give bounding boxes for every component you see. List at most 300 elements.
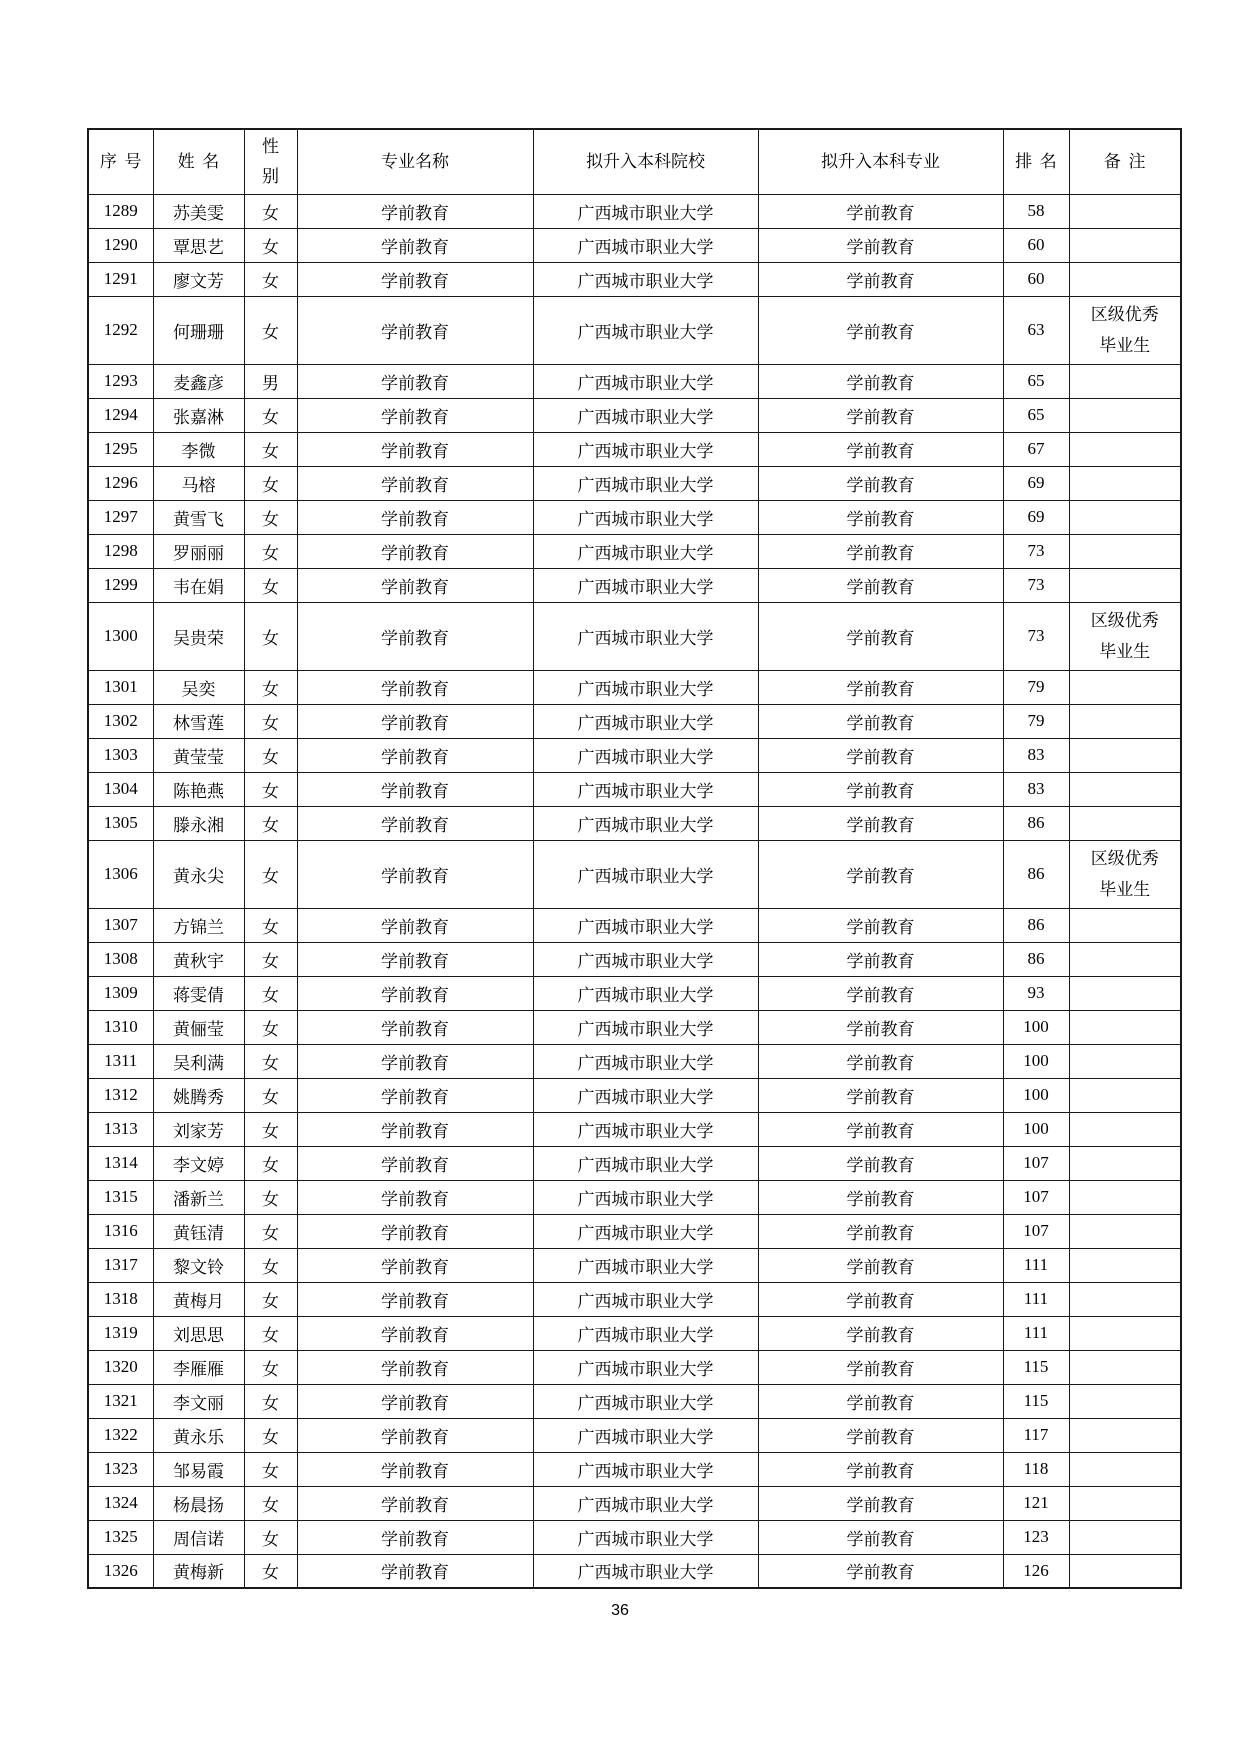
cell-gender: 女 [244,602,297,670]
col-header-gender: 性别 [244,129,297,194]
cell-remark [1069,1112,1181,1146]
cell-name: 李雁雁 [153,1350,244,1384]
cell-school: 广西城市职业大学 [533,840,758,908]
cell-major: 学前教育 [297,568,533,602]
cell-no: 1311 [88,1044,153,1078]
cell-name: 罗丽丽 [153,534,244,568]
cell-no: 1312 [88,1078,153,1112]
cell-major: 学前教育 [297,1248,533,1282]
cell-gender: 女 [244,1146,297,1180]
cell-name: 黄钰清 [153,1214,244,1248]
cell-gender: 女 [244,806,297,840]
cell-major: 学前教育 [297,1078,533,1112]
cell-no: 1304 [88,772,153,806]
cell-no: 1326 [88,1554,153,1588]
cell-school: 广西城市职业大学 [533,704,758,738]
cell-no: 1289 [88,194,153,228]
cell-target-major: 学前教育 [758,432,1003,466]
cell-major: 学前教育 [297,296,533,364]
cell-no: 1319 [88,1316,153,1350]
cell-target-major: 学前教育 [758,1282,1003,1316]
cell-target-major: 学前教育 [758,1554,1003,1588]
cell-remark [1069,1282,1181,1316]
cell-no: 1322 [88,1418,153,1452]
table-row [88,228,1181,262]
cell-rank: 86 [1003,840,1069,908]
table-row [88,1078,1181,1112]
cell-no: 1307 [88,908,153,942]
cell-school: 广西城市职业大学 [533,1044,758,1078]
cell-school: 广西城市职业大学 [533,1316,758,1350]
cell-target-major: 学前教育 [758,1384,1003,1418]
cell-gender: 女 [244,942,297,976]
table-header [88,129,1181,194]
cell-rank: 58 [1003,194,1069,228]
table-row [88,704,1181,738]
cell-name: 滕永湘 [153,806,244,840]
cell-gender: 女 [244,1044,297,1078]
cell-gender: 女 [244,670,297,704]
col-header-target-major: 拟升入本科专业 [758,129,1003,194]
cell-rank: 73 [1003,534,1069,568]
cell-no: 1301 [88,670,153,704]
cell-remark [1069,806,1181,840]
cell-remark [1069,1554,1181,1588]
cell-no: 1293 [88,364,153,398]
table-row [88,262,1181,296]
cell-school: 广西城市职业大学 [533,1214,758,1248]
cell-major: 学前教育 [297,262,533,296]
table-row [88,398,1181,432]
cell-no: 1317 [88,1248,153,1282]
table-row [88,194,1181,228]
cell-no: 1321 [88,1384,153,1418]
cell-major: 学前教育 [297,908,533,942]
cell-name: 潘新兰 [153,1180,244,1214]
cell-school: 广西城市职业大学 [533,1554,758,1588]
cell-school: 广西城市职业大学 [533,1486,758,1520]
cell-remark [1069,1078,1181,1112]
cell-gender: 女 [244,976,297,1010]
cell-no: 1325 [88,1520,153,1554]
cell-no: 1309 [88,976,153,1010]
cell-target-major: 学前教育 [758,534,1003,568]
cell-remark [1069,1044,1181,1078]
cell-gender: 女 [244,1078,297,1112]
cell-no: 1323 [88,1452,153,1486]
cell-rank: 86 [1003,908,1069,942]
cell-rank: 79 [1003,670,1069,704]
cell-no: 1320 [88,1350,153,1384]
table-row [88,602,1181,670]
cell-no: 1302 [88,704,153,738]
cell-name: 黎文铃 [153,1248,244,1282]
cell-school: 广西城市职业大学 [533,1112,758,1146]
cell-rank: 83 [1003,772,1069,806]
cell-school: 广西城市职业大学 [533,1452,758,1486]
cell-remark [1069,262,1181,296]
cell-remark [1069,534,1181,568]
cell-rank: 60 [1003,228,1069,262]
cell-school: 广西城市职业大学 [533,670,758,704]
cell-target-major: 学前教育 [758,1078,1003,1112]
cell-school: 广西城市职业大学 [533,194,758,228]
cell-rank: 111 [1003,1282,1069,1316]
cell-school: 广西城市职业大学 [533,262,758,296]
cell-gender: 女 [244,1554,297,1588]
table-row [88,432,1181,466]
cell-no: 1299 [88,568,153,602]
cell-name: 韦在娟 [153,568,244,602]
cell-rank: 100 [1003,1112,1069,1146]
cell-target-major: 学前教育 [758,1316,1003,1350]
cell-remark [1069,398,1181,432]
cell-remark [1069,432,1181,466]
cell-name: 黄永尖 [153,840,244,908]
cell-name: 何珊珊 [153,296,244,364]
cell-name: 苏美雯 [153,194,244,228]
cell-school: 广西城市职业大学 [533,908,758,942]
cell-major: 学前教育 [297,1214,533,1248]
cell-major: 学前教育 [297,670,533,704]
cell-gender: 女 [244,1520,297,1554]
cell-target-major: 学前教育 [758,1520,1003,1554]
cell-name: 黄永乐 [153,1418,244,1452]
cell-school: 广西城市职业大学 [533,364,758,398]
cell-remark [1069,1520,1181,1554]
cell-major: 学前教育 [297,1384,533,1418]
cell-remark [1069,976,1181,1010]
cell-remark [1069,772,1181,806]
cell-target-major: 学前教育 [758,500,1003,534]
cell-gender: 女 [244,500,297,534]
cell-target-major: 学前教育 [758,364,1003,398]
cell-gender: 男 [244,364,297,398]
cell-target-major: 学前教育 [758,1452,1003,1486]
cell-school: 广西城市职业大学 [533,1520,758,1554]
cell-school: 广西城市职业大学 [533,976,758,1010]
cell-remark [1069,908,1181,942]
cell-rank: 73 [1003,602,1069,670]
cell-gender: 女 [244,1350,297,1384]
cell-target-major: 学前教育 [758,398,1003,432]
cell-gender: 女 [244,398,297,432]
table-row [88,840,1181,908]
cell-rank: 115 [1003,1350,1069,1384]
table-row [88,500,1181,534]
cell-major: 学前教育 [297,602,533,670]
cell-remark [1069,1384,1181,1418]
cell-no: 1306 [88,840,153,908]
cell-school: 广西城市职业大学 [533,1418,758,1452]
cell-target-major: 学前教育 [758,1112,1003,1146]
cell-target-major: 学前教育 [758,262,1003,296]
cell-school: 广西城市职业大学 [533,534,758,568]
cell-school: 广西城市职业大学 [533,942,758,976]
cell-major: 学前教育 [297,1180,533,1214]
table-row [88,568,1181,602]
cell-target-major: 学前教育 [758,1010,1003,1044]
cell-name: 李文丽 [153,1384,244,1418]
cell-no: 1298 [88,534,153,568]
cell-name: 姚腾秀 [153,1078,244,1112]
cell-major: 学前教育 [297,1044,533,1078]
table-row [88,534,1181,568]
cell-gender: 女 [244,1248,297,1282]
table-row [88,1520,1181,1554]
cell-target-major: 学前教育 [758,1418,1003,1452]
cell-gender: 女 [244,704,297,738]
cell-no: 1313 [88,1112,153,1146]
cell-school: 广西城市职业大学 [533,466,758,500]
cell-target-major: 学前教育 [758,194,1003,228]
cell-gender: 女 [244,738,297,772]
table-row [88,364,1181,398]
cell-remark [1069,1350,1181,1384]
cell-remark [1069,942,1181,976]
cell-gender: 女 [244,1010,297,1044]
cell-rank: 67 [1003,432,1069,466]
cell-name: 杨晨扬 [153,1486,244,1520]
cell-target-major: 学前教育 [758,1350,1003,1384]
cell-name: 黄梅月 [153,1282,244,1316]
cell-rank: 107 [1003,1146,1069,1180]
table-row [88,1282,1181,1316]
cell-name: 刘思思 [153,1316,244,1350]
cell-major: 学前教育 [297,194,533,228]
cell-remark [1069,228,1181,262]
cell-major: 学前教育 [297,942,533,976]
cell-school: 广西城市职业大学 [533,432,758,466]
cell-school: 广西城市职业大学 [533,568,758,602]
cell-name: 刘家芳 [153,1112,244,1146]
cell-rank: 65 [1003,364,1069,398]
cell-name: 林雪莲 [153,704,244,738]
cell-gender: 女 [244,772,297,806]
cell-school: 广西城市职业大学 [533,228,758,262]
cell-school: 广西城市职业大学 [533,1010,758,1044]
table-row [88,1044,1181,1078]
cell-gender: 女 [244,908,297,942]
table-row [88,1316,1181,1350]
cell-gender: 女 [244,262,297,296]
cell-no: 1315 [88,1180,153,1214]
cell-major: 学前教育 [297,1418,533,1452]
cell-rank: 79 [1003,704,1069,738]
cell-rank: 69 [1003,466,1069,500]
cell-gender: 女 [244,1214,297,1248]
cell-target-major: 学前教育 [758,466,1003,500]
cell-rank: 69 [1003,500,1069,534]
cell-major: 学前教育 [297,1350,533,1384]
cell-school: 广西城市职业大学 [533,500,758,534]
cell-target-major: 学前教育 [758,1486,1003,1520]
cell-name: 李微 [153,432,244,466]
cell-target-major: 学前教育 [758,704,1003,738]
cell-name: 黄俪莹 [153,1010,244,1044]
cell-target-major: 学前教育 [758,772,1003,806]
cell-major: 学前教育 [297,840,533,908]
cell-name: 方锦兰 [153,908,244,942]
cell-major: 学前教育 [297,1452,533,1486]
table-row [88,670,1181,704]
table-row [88,738,1181,772]
cell-target-major: 学前教育 [758,1214,1003,1248]
cell-rank: 111 [1003,1248,1069,1282]
table-row [88,1350,1181,1384]
table-row [88,772,1181,806]
cell-target-major: 学前教育 [758,602,1003,670]
cell-remark [1069,466,1181,500]
cell-remark [1069,364,1181,398]
table-row [88,1180,1181,1214]
table-row [88,1146,1181,1180]
cell-name: 黄莹莹 [153,738,244,772]
cell-name: 李文婷 [153,1146,244,1180]
cell-target-major: 学前教育 [758,296,1003,364]
cell-name: 覃思艺 [153,228,244,262]
cell-gender: 女 [244,1282,297,1316]
cell-no: 1295 [88,432,153,466]
cell-name: 周信诺 [153,1520,244,1554]
cell-major: 学前教育 [297,228,533,262]
cell-major: 学前教育 [297,806,533,840]
cell-major: 学前教育 [297,976,533,1010]
cell-target-major: 学前教育 [758,670,1003,704]
cell-target-major: 学前教育 [758,806,1003,840]
cell-target-major: 学前教育 [758,976,1003,1010]
table-row [88,806,1181,840]
cell-major: 学前教育 [297,1146,533,1180]
cell-remark [1069,1010,1181,1044]
cell-remark [1069,670,1181,704]
cell-rank: 63 [1003,296,1069,364]
cell-rank: 117 [1003,1418,1069,1452]
cell-major: 学前教育 [297,1316,533,1350]
cell-gender: 女 [244,1180,297,1214]
cell-no: 1316 [88,1214,153,1248]
remark-text: 区级优秀毕业生 [1090,848,1159,899]
table-sheet [87,128,1180,1589]
cell-gender: 女 [244,568,297,602]
cell-no: 1308 [88,942,153,976]
cell-rank: 121 [1003,1486,1069,1520]
cell-name: 黄雪飞 [153,500,244,534]
cell-remark [1069,704,1181,738]
cell-name: 邹易霞 [153,1452,244,1486]
cell-school: 广西城市职业大学 [533,1384,758,1418]
cell-remark [1069,1248,1181,1282]
cell-school: 广西城市职业大学 [533,1078,758,1112]
cell-rank: 107 [1003,1180,1069,1214]
cell-name: 张嘉淋 [153,398,244,432]
cell-target-major: 学前教育 [758,1146,1003,1180]
cell-no: 1314 [88,1146,153,1180]
cell-gender: 女 [244,194,297,228]
cell-gender: 女 [244,228,297,262]
cell-major: 学前教育 [297,500,533,534]
cell-no: 1305 [88,806,153,840]
cell-target-major: 学前教育 [758,738,1003,772]
cell-school: 广西城市职业大学 [533,296,758,364]
cell-major: 学前教育 [297,704,533,738]
cell-rank: 111 [1003,1316,1069,1350]
cell-no: 1292 [88,296,153,364]
cell-rank: 107 [1003,1214,1069,1248]
cell-remark [1069,194,1181,228]
cell-major: 学前教育 [297,1486,533,1520]
cell-no: 1291 [88,262,153,296]
cell-major: 学前教育 [297,466,533,500]
cell-rank: 115 [1003,1384,1069,1418]
cell-name: 廖文芳 [153,262,244,296]
cell-target-major: 学前教育 [758,1248,1003,1282]
col-header-major: 专业名称 [297,129,533,194]
cell-no: 1303 [88,738,153,772]
cell-rank: 60 [1003,262,1069,296]
table-row [88,1418,1181,1452]
cell-remark [1069,1418,1181,1452]
cell-rank: 73 [1003,568,1069,602]
cell-name: 马榕 [153,466,244,500]
cell-major: 学前教育 [297,772,533,806]
col-header-no: 序号 [88,129,153,194]
cell-major: 学前教育 [297,1010,533,1044]
cell-gender: 女 [244,1316,297,1350]
table-row [88,1554,1181,1588]
cell-school: 广西城市职业大学 [533,738,758,772]
cell-school: 广西城市职业大学 [533,806,758,840]
cell-gender: 女 [244,296,297,364]
cell-rank: 100 [1003,1010,1069,1044]
cell-major: 学前教育 [297,1554,533,1588]
cell-rank: 83 [1003,738,1069,772]
remark-text: 区级优秀毕业生 [1090,304,1159,355]
cell-gender: 女 [244,466,297,500]
table-row [88,1384,1181,1418]
cell-major: 学前教育 [297,1520,533,1554]
cell-school: 广西城市职业大学 [533,1146,758,1180]
cell-gender: 女 [244,432,297,466]
cell-name: 蒋雯倩 [153,976,244,1010]
cell-gender: 女 [244,1486,297,1520]
cell-remark [1069,1452,1181,1486]
cell-target-major: 学前教育 [758,568,1003,602]
cell-gender: 女 [244,1452,297,1486]
table-row [88,296,1181,364]
cell-no: 1296 [88,466,153,500]
cell-rank: 65 [1003,398,1069,432]
cell-name: 麦鑫彦 [153,364,244,398]
col-header-rank: 排名 [1003,129,1069,194]
cell-remark [1069,568,1181,602]
cell-remark [1069,1146,1181,1180]
cell-school: 广西城市职业大学 [533,1180,758,1214]
cell-gender: 女 [244,1384,297,1418]
cell-name: 黄秋宇 [153,942,244,976]
cell-no: 1297 [88,500,153,534]
cell-remark [1069,840,1181,908]
cell-major: 学前教育 [297,1282,533,1316]
header-row [88,129,1181,194]
table-row [88,1486,1181,1520]
cell-no: 1290 [88,228,153,262]
cell-gender: 女 [244,1418,297,1452]
table-body [88,194,1181,1588]
cell-remark [1069,1486,1181,1520]
cell-no: 1300 [88,602,153,670]
cell-remark [1069,1316,1181,1350]
